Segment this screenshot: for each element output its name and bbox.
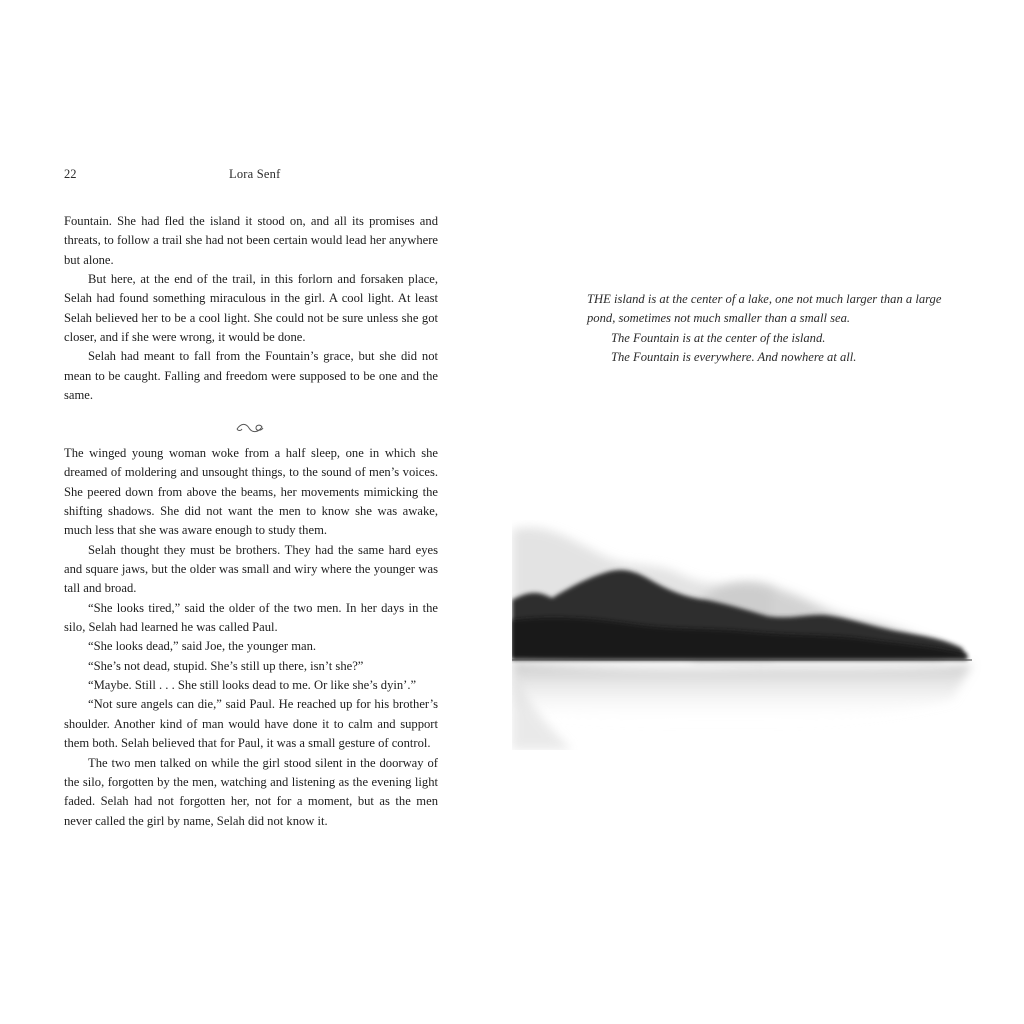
epigraph-line: The Fountain is everywhere. And nowhere at all. (611, 350, 857, 365)
paragraph: The winged young woman woke from a half sleep, one in which she dreamed of moldering and unsought things, to the sound of men’s voices. She peered down from above the beams, her movements mimicking the shifting shadows. She did not want the men to know she was awake, much less that she was aware enough to study them. (64, 446, 438, 538)
epigraph-line: THE island is at the center of a lake, one not much larger than a large pond, sometimes not much smaller than a small sea. (587, 292, 942, 326)
paragraph: But here, at the end of the trail, in this forlorn and forsaken place, Selah had found something miraculous in the girl. A cool light. At least Selah believed her to be a cool light. She could not be sure unless she got closer, and if she were wrong, it would be done. (64, 272, 438, 345)
body-text-section-2 (64, 444, 438, 831)
section-break-ornament-icon (234, 420, 266, 436)
running-head-author: Lora Senf (229, 167, 281, 181)
page-number: 22 (64, 167, 77, 181)
running-head (64, 167, 438, 185)
paragraph: “She looks dead,” said Joe, the younger man. (88, 639, 317, 654)
paragraph: “Maybe. Still . . . She still looks dead to me. Or like she’s dyin’.” (88, 678, 417, 693)
mountain-lake-illustration (512, 520, 982, 750)
epigraph (587, 290, 967, 368)
body-text-section-1 (64, 212, 438, 405)
epigraph-line: The Fountain is at the center of the island. (611, 330, 826, 345)
paragraph: The two men talked on while the girl stood silent in the doorway of the silo, forgotten by the men, watching and listening as the evening light faded. Selah had not forgotten her, not for a moment, but as the men never called the girl by name, Selah did not know it. (64, 755, 438, 828)
paragraph: “She looks tired,” said the older of the two men. In her days in the silo, Selah had learned he was called Paul. (64, 600, 438, 635)
paragraph: Selah thought they must be brothers. They had the same hard eyes and square jaws, but the older was small and wiry where the younger was tall and broad. (64, 542, 438, 596)
paragraph: Fountain. She had fled the island it stood on, and all its promises and threats, to follow a trail she had not been certain would lead her anywhere but alone. (64, 214, 438, 267)
paragraph: Selah had meant to fall from the Fountain’s grace, but she did not mean to be caught. Falling and freedom were supposed to be one and the same. (64, 349, 438, 403)
paragraph: “She’s not dead, stupid. She’s still up there, isn’t she?” (88, 658, 364, 673)
paragraph: “Not sure angels can die,” said Paul. He reached up for his brother’s shoulder. Another kind of man would have done it to calm and support them both. Selah believed that for Paul, it was a small gesture of control. (64, 697, 438, 751)
